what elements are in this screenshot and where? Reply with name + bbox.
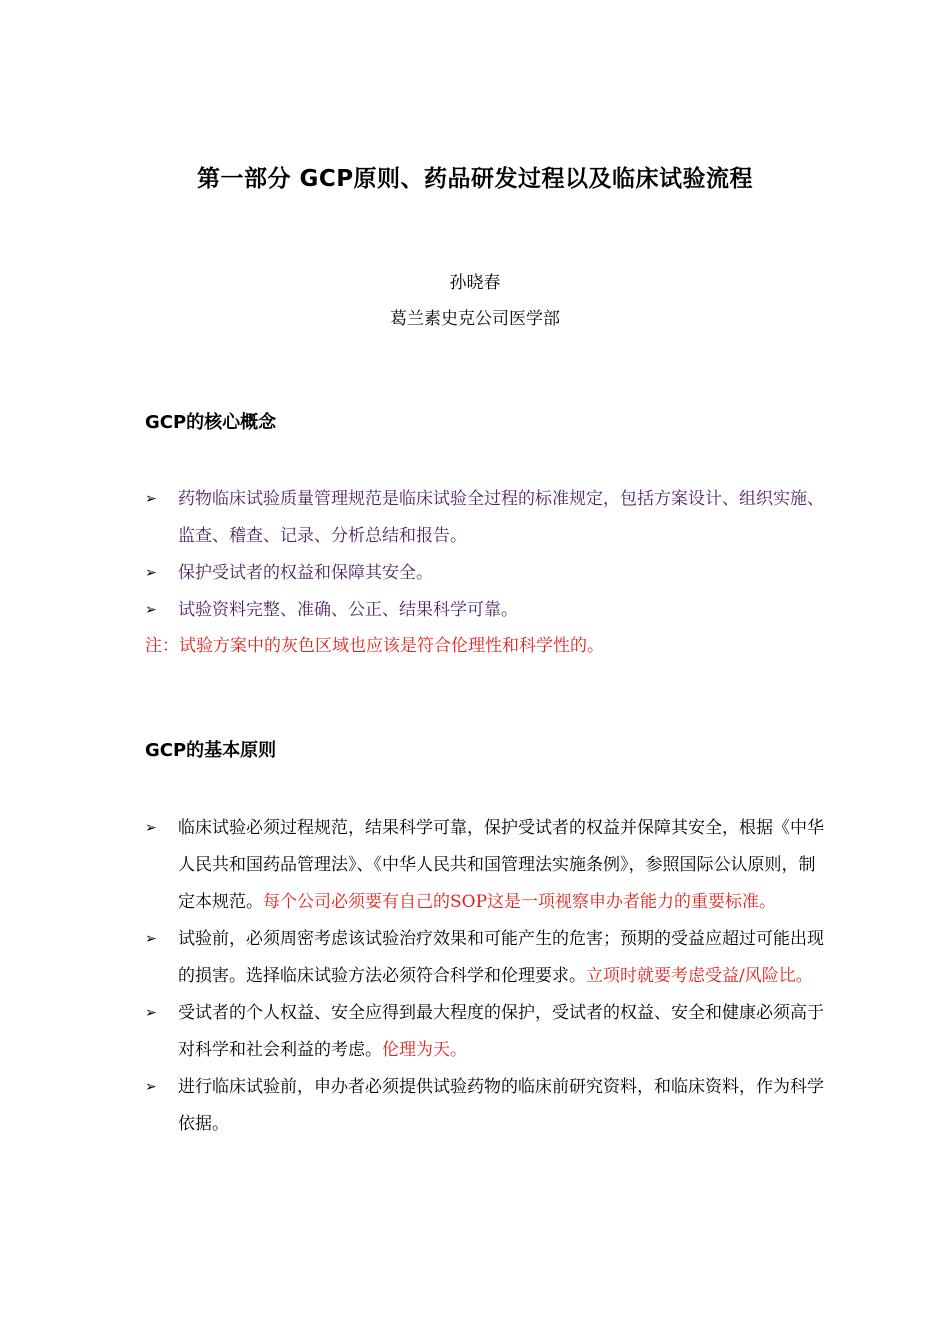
list-item-red-remark: 伦理为天。 xyxy=(382,1040,467,1060)
list-item xyxy=(145,995,825,1069)
list-item-text: 受试者的个人权益、安全应得到最大程度的保护，受试者的权益、安全和健康必须高于对科学和社会利益的考虑。 xyxy=(178,1003,824,1060)
list-item-red-remark: 每个公司必须要有自己的SOP这是一项视察申办者能力的重要标准。 xyxy=(263,892,777,912)
list-item-text: 临床试验必须过程规范，结果科学可靠，保护受试者的权益并保障其安全，根据《中华人民共和国药品管理法》、《中华人民共和国管理法实施条例》，参照国际公认原则，制定本规范。 xyxy=(178,818,824,912)
list-item xyxy=(145,810,825,921)
list-item-text: 试验资料完整、准确、公正、结果科学可靠。 xyxy=(178,600,518,620)
arrowhead-bullet-icon: ➢ xyxy=(145,565,157,581)
core-concepts-list xyxy=(145,481,825,629)
list-item xyxy=(145,1069,825,1143)
list-item-text: 试验前，必须周密考虑该试验治疗效果和可能产生的危害；预期的受益应超过可能出现的损害。选择临床试验方法必须符合科学和伦理要求。 xyxy=(178,929,824,986)
note-text: 注：试验方案中的灰色区域也应该是符合伦理性和科学性的。 xyxy=(145,636,604,656)
list-item xyxy=(145,592,825,629)
list-item xyxy=(145,481,825,555)
list-item xyxy=(145,555,825,592)
list-item-text: 进行临床试验前，申办者必须提供试验药物的临床前研究资料，和临床资料，作为科学依据。 xyxy=(178,1077,824,1134)
arrowhead-bullet-icon: ➢ xyxy=(145,931,157,947)
list-item-text: 药物临床试验质量管理规范是临床试验全过程的标准规定，包括方案设计、组织实施、监查、稽查、记录、分析总结和报告。 xyxy=(178,489,824,546)
author-affiliation: 葛兰素史克公司医学部 xyxy=(390,309,560,329)
basic-principles-list xyxy=(145,810,825,1143)
list-item-red-remark: 立项时就要考虑受益/风险比。 xyxy=(586,966,813,986)
arrowhead-bullet-icon: ➢ xyxy=(145,491,157,507)
section-heading-basic-principles: GCP的基本原则 xyxy=(145,740,277,761)
arrowhead-bullet-icon: ➢ xyxy=(145,1005,157,1021)
page-title: 第一部分 GCP原则、药品研发过程以及临床试验流程 xyxy=(196,166,754,192)
author-name: 孙晓春 xyxy=(449,273,501,293)
list-item-text: 保护受试者的权益和保障其安全。 xyxy=(178,563,433,583)
arrowhead-bullet-icon: ➢ xyxy=(145,1079,157,1095)
section-heading-core-concepts: GCP的核心概念 xyxy=(145,412,277,433)
arrowhead-bullet-icon: ➢ xyxy=(145,602,157,618)
arrowhead-bullet-icon: ➢ xyxy=(145,820,157,836)
list-item xyxy=(145,921,825,995)
